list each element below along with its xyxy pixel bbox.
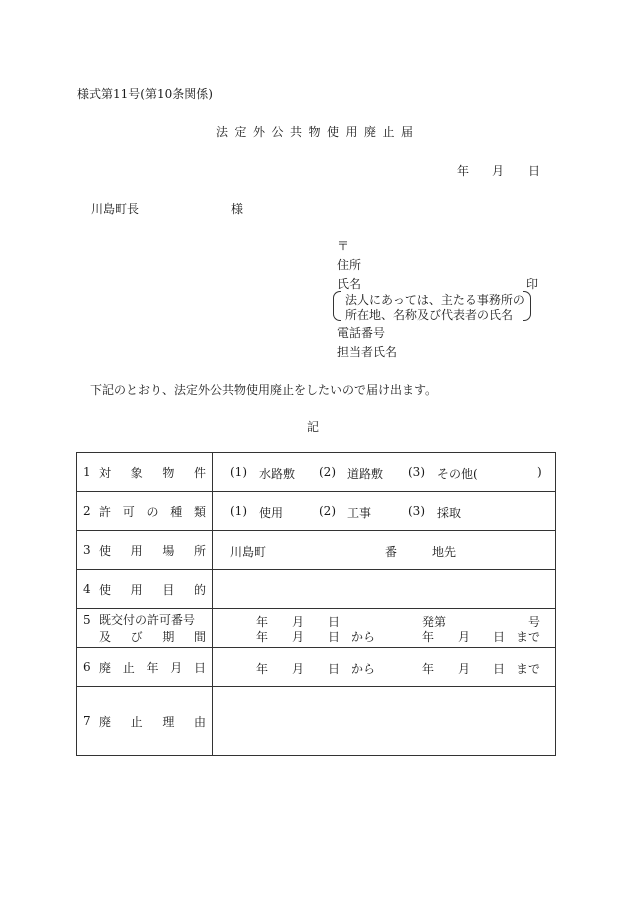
date-month[interactable]: 月 bbox=[492, 164, 505, 178]
name-label[interactable]: 氏名 bbox=[337, 277, 362, 291]
date-year[interactable]: 年 bbox=[457, 164, 470, 178]
label-permit-type: 2 許 可 の 種 類 bbox=[77, 492, 213, 531]
postal-mark[interactable]: 〒 bbox=[337, 239, 350, 253]
value-object[interactable]: (1) 水路敷 (2) 道路敷 (3) その他( ) bbox=[213, 453, 556, 492]
date-day[interactable]: 日 bbox=[528, 164, 541, 178]
value-reason[interactable] bbox=[213, 687, 556, 756]
addressee-name: 川島町長 bbox=[91, 202, 140, 216]
label-existing-permit: 5 既交付の許可番号 及 び 期 間 bbox=[77, 609, 213, 648]
label-location: 3 使 用 場 所 bbox=[77, 531, 213, 570]
table-row-existing-permit bbox=[77, 609, 556, 648]
notice-text: 下記のとおり、法定外公共物使用廃止をしたいので届け出ます。 bbox=[90, 383, 438, 397]
table-row-purpose bbox=[77, 570, 556, 609]
details-table bbox=[76, 452, 556, 756]
corporate-note-line2: 所在地、名称及び代表者の氏名 bbox=[345, 308, 514, 322]
table-row-object bbox=[77, 453, 556, 492]
value-abolish-date[interactable]: 年 月 日 から 年 月 日 まで bbox=[213, 648, 556, 687]
table-row-permit-type bbox=[77, 492, 556, 531]
table-row-abolish-date bbox=[77, 648, 556, 687]
label-reason: 7 廃 止 理 由 bbox=[77, 687, 213, 756]
ki-heading: 記 bbox=[307, 420, 320, 434]
value-existing-permit[interactable]: 年 月 日 発第 号 年 月 日 から 年 月 日 まで bbox=[213, 609, 556, 648]
addressee-honorific: 様 bbox=[231, 202, 244, 216]
bracket-left bbox=[333, 291, 341, 321]
seal-mark: 印 bbox=[526, 277, 539, 291]
corporate-note-line1: 法人にあっては、主たる事務所の bbox=[345, 293, 525, 307]
address-label[interactable]: 住所 bbox=[337, 258, 362, 272]
table-row-reason bbox=[77, 687, 556, 756]
contact-label[interactable]: 担当者氏名 bbox=[337, 345, 398, 359]
value-location[interactable]: 川島町 番 地先 bbox=[213, 531, 556, 570]
phone-label[interactable]: 電話番号 bbox=[337, 326, 386, 340]
form-number: 様式第11号(第10条関係) bbox=[77, 87, 213, 101]
label-purpose: 4 使 用 目 的 bbox=[77, 570, 213, 609]
value-permit-type[interactable]: (1) 使用 (2) 工事 (3) 採取 bbox=[213, 492, 556, 531]
form-title: 法定外公共物使用廃止届 bbox=[216, 125, 420, 139]
value-purpose[interactable] bbox=[213, 570, 556, 609]
label-object: 1 対 象 物 件 bbox=[77, 453, 213, 492]
table-row-location bbox=[77, 531, 556, 570]
label-abolish-date: 6 廃 止 年 月 日 bbox=[77, 648, 213, 687]
